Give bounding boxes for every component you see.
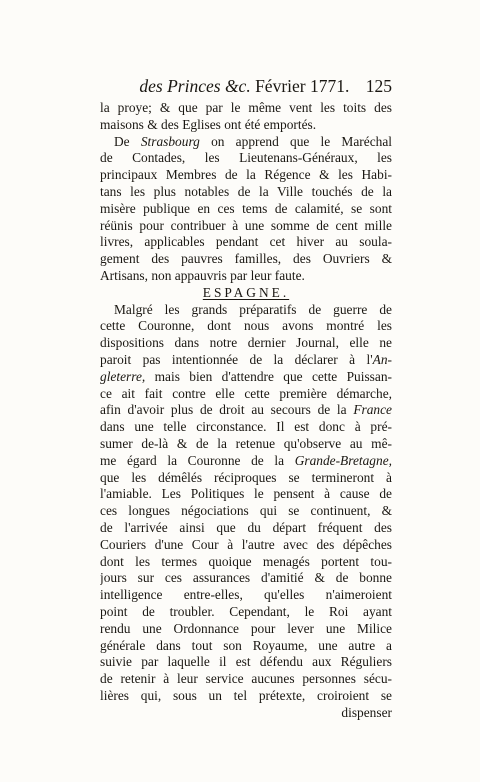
text-line: de l'arrivée ainsi que du départ fréquent des: [100, 519, 392, 535]
text-line: paroit pas intentionnée de la déclarer à l'An-: [100, 351, 392, 367]
text-line: point de troubler. Cependant, le Roi ayant: [100, 603, 392, 619]
text-line: que les démêlés réciproques se termineront à: [100, 469, 392, 485]
page-number: 125: [365, 76, 392, 96]
paragraph-espagne: [100, 302, 392, 705]
text-line: dans une telle circonstance. Il est donc à pré-: [100, 419, 392, 435]
running-header: [100, 72, 392, 100]
text-line: afin d'avoir plus de droit au secours de la France: [100, 402, 392, 418]
text-line: réünis pour contribuer à une somme de cent mille: [100, 217, 392, 233]
text-line: livres, applicables pendant cet hiver au soula-: [100, 234, 392, 250]
text-line: gement des pauvres familles, des Ouvriers &: [100, 251, 392, 267]
text-line: intelligence entre-elles, qu'elles n'aimeroient: [100, 587, 392, 603]
text-line: tans les plus notables de la Ville touchés de la: [100, 183, 392, 199]
text-line: Artisans, non appauvris par leur faute.: [100, 267, 305, 283]
paragraph-storm: [100, 100, 392, 134]
text-line: rendu une Ordonnance pour lever une Milice: [100, 620, 392, 636]
text-line: de Contades, les Lieutenans-Généraux, les: [100, 150, 392, 166]
text-line: gleterre, mais bien d'attendre que cette Puissan-: [100, 368, 392, 384]
text-line: ce ait fait contre elle cette première démarche,: [100, 385, 392, 401]
text-line: sumer de-là & de la retenue qu'observe au mê-: [100, 435, 392, 451]
text-line: suivie par laquelle il est défendu aux Réguliers: [100, 654, 392, 670]
text-line: ces longues négociations qui se continuent, &: [100, 503, 392, 519]
text-line: de retenir à leur service aucunes personnes sécu-: [100, 671, 392, 687]
text-line: Malgré les grands préparatifs de guerre de: [114, 301, 392, 317]
text-line: principaux Membres de la Régence & les Habi-: [100, 167, 392, 183]
text-line: lières qui, sous un tel prétexte, croiroient se: [100, 687, 392, 703]
page-text-block: [100, 72, 392, 721]
catchword: dispenser: [341, 704, 392, 720]
text-line: la proye; & que par le même vent les toits des: [100, 100, 392, 115]
text-line: De Strasbourg on apprend que le Maréchal: [114, 133, 392, 149]
text-line: générale dans tout son Royaume, une autre a: [100, 637, 392, 653]
text-line: dont les termes quoique menagés portent tou-: [100, 553, 392, 569]
text-line: maisons & des Eglises ont été emportés.: [100, 116, 317, 132]
text-line: misère publique en ces tems de calamité, se sont: [100, 200, 392, 216]
paragraph-strasbourg: [100, 134, 392, 285]
text-line: cette Couronne, dont nous avons montré les: [100, 318, 392, 334]
text-line: jours sur ces assurances d'amitié & de bonne: [100, 570, 392, 586]
place-name-strasbourg: Strasbourg: [140, 133, 200, 149]
text-line: me égard la Couronne de la Grande-Bretagne,: [100, 452, 392, 468]
text-line: Couriers d'une Cour à l'autre avec des dépêches: [100, 536, 392, 552]
section-heading: ESPAGNE.: [202, 284, 290, 300]
text-line: dispositions dans notre dernier Journal, elle ne: [100, 335, 392, 351]
text-line: l'amiable. Les Politiques le pensent à cause de: [100, 486, 392, 502]
running-date: Février 1771.: [255, 76, 350, 96]
running-title: des Princes &c.: [139, 76, 251, 96]
